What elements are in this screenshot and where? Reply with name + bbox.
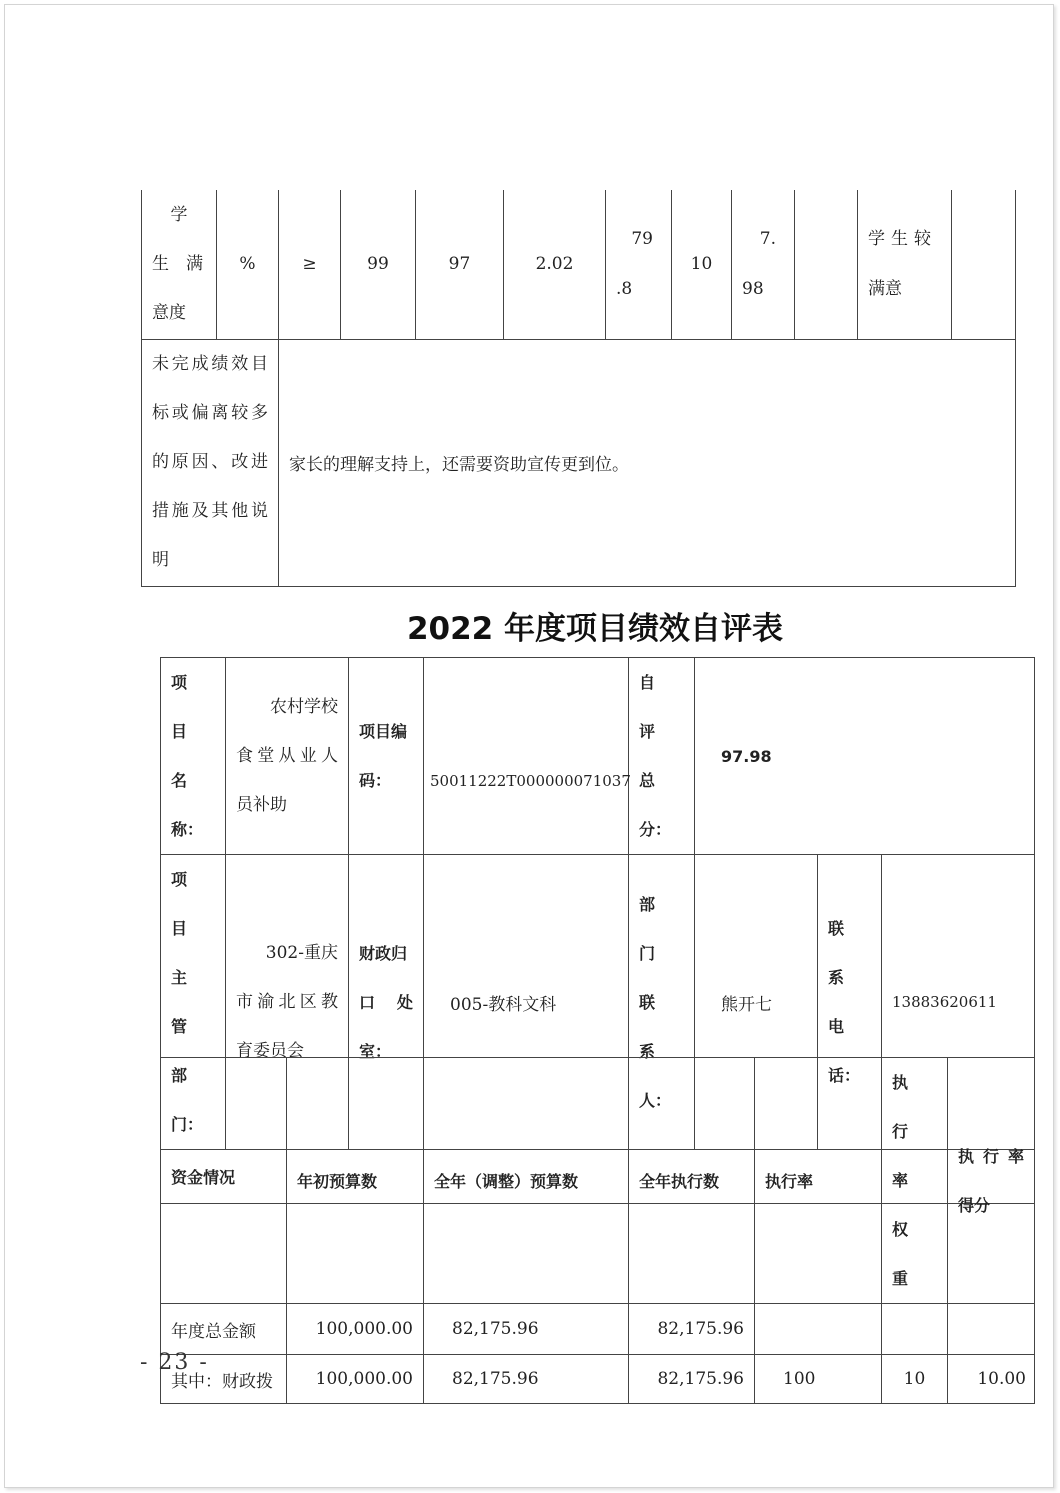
label-line: 项 目 [171, 870, 204, 938]
score-b-line: 7. [759, 229, 776, 250]
header-adjusted-budget: 全年（调整）预算数 [424, 1058, 629, 1304]
label-line: 码： [359, 771, 392, 790]
weight-cell: 10 [672, 190, 732, 339]
deviation-cell: 2.02 [504, 190, 606, 339]
label-line: 财政归 [359, 943, 408, 963]
label-line: 人： [639, 1090, 672, 1110]
row-label: 其中：财政拨 [161, 1355, 287, 1404]
page-number: - 23 - [140, 1350, 209, 1375]
project-name-label [161, 658, 226, 855]
label-line: 称： [171, 820, 204, 839]
header-blank [161, 1058, 287, 1304]
label-line: 自 评 [639, 673, 672, 741]
reasons-label-line: 标或偏离较多 [152, 403, 268, 423]
project-name-value [226, 658, 349, 855]
indicator-name-line: 意度 [152, 302, 186, 323]
row-executed: 82,175.96 [629, 1355, 755, 1404]
reasons-row [142, 339, 1016, 586]
label-line: 电 [828, 1017, 845, 1036]
label-line: 项 目 [171, 673, 204, 741]
value-line: 302-重庆 [265, 942, 338, 963]
operator-cell: ≥ [279, 190, 341, 339]
label-line: 口 处 [359, 992, 413, 1012]
reasons-label-line: 明 [152, 550, 169, 570]
project-code-value [424, 658, 629, 855]
row-rate: 100 [755, 1355, 882, 1404]
row-weight [882, 1304, 948, 1355]
comment-line: 学生较 [868, 229, 937, 250]
row-label: 年度总金额 [161, 1304, 287, 1355]
label-line: 主 管 [171, 968, 204, 1036]
self-score-label [629, 658, 695, 855]
phone-value: 13883620611 [882, 855, 1035, 1150]
reasons-label-line: 措施及其他说 [152, 501, 268, 521]
header-line: 得分 [958, 1195, 991, 1215]
value-line: 50011222T000000071037 [430, 772, 631, 790]
header-line: 执 行 [892, 1073, 925, 1141]
funding-header-row [161, 1058, 1035, 1304]
value-line: 员补助 [236, 794, 287, 815]
header-weight [882, 1058, 948, 1304]
target-cell: 99 [341, 190, 416, 339]
reasons-content-cell: 家长的理解支持上，还需要资助宣传更到位。 [279, 339, 1016, 586]
header-rate: 执行率 [755, 1058, 882, 1304]
actual-cell: 97 [416, 190, 504, 339]
header-executed: 全年执行数 [629, 1058, 755, 1304]
project-code-label [349, 658, 424, 855]
row-initial: 100,000.00 [287, 1355, 424, 1404]
satisfaction-row [142, 190, 1016, 339]
value-line: 农村学校 [270, 696, 338, 717]
row-adjusted: 82,175.96 [424, 1355, 629, 1404]
extra-cell [952, 190, 1016, 339]
score-a-line: .8 [616, 279, 633, 300]
label-line: 门： [171, 1115, 204, 1134]
performance-table-continuation [141, 190, 1016, 587]
score-a-cell [606, 190, 672, 339]
header-initial-budget: 年初预算数 [287, 1058, 424, 1304]
reasons-label-cell [142, 339, 279, 586]
label-line: 话： [828, 1066, 861, 1085]
indicator-name-cell [142, 190, 217, 339]
label-line: 部 门 [639, 894, 672, 963]
table-row [161, 1355, 1035, 1404]
row-weight: 10 [882, 1355, 948, 1404]
label-line: 室： [359, 1041, 392, 1061]
score-a-line: 79 [631, 229, 653, 250]
label-line: 部 [171, 1066, 188, 1085]
unit-cell: % [217, 190, 279, 339]
blank-cell [795, 190, 858, 339]
header-line: 率 权 [892, 1171, 925, 1239]
reasons-label-line: 未完成绩效目 [152, 354, 268, 374]
label-line: 名 [171, 771, 188, 790]
reasons-label-line: 的原因、改进 [152, 452, 268, 472]
header-line: 执行率 [958, 1146, 1024, 1166]
contact-value: 熊开七 [695, 855, 818, 1150]
header-score [948, 1058, 1035, 1304]
label-line: 联 系 [828, 919, 861, 987]
page-title: 2022 年度项目绩效自评表 [406, 611, 784, 647]
row-adjusted: 82,175.96 [424, 1304, 629, 1355]
indicator-name-line: 学 [170, 204, 188, 225]
table-row [161, 1304, 1035, 1355]
label-line: 分： [639, 820, 672, 839]
funding-section-title: 资金情况 [161, 1150, 1035, 1204]
label-line: 总 [639, 771, 656, 790]
row-score: 10.00 [948, 1355, 1035, 1404]
comment-cell [858, 190, 952, 339]
indicator-name-line: 生 满 [152, 253, 203, 274]
funding-table [160, 1057, 1035, 1404]
comment-line: 满意 [868, 279, 902, 300]
row-score [948, 1304, 1035, 1355]
row-executed: 82,175.96 [629, 1304, 755, 1355]
score-b-cell [732, 190, 795, 339]
label-line: 项目编 [359, 722, 408, 741]
self-score-value: 97.98 [695, 658, 1035, 855]
header-line: 重 [892, 1269, 909, 1288]
row-rate [755, 1304, 882, 1355]
value-line: 市渝北区教 [236, 991, 338, 1012]
value-line: 育委员会 [236, 1040, 304, 1061]
row-initial: 100,000.00 [287, 1304, 424, 1355]
project-name-row [161, 658, 1035, 855]
label-line: 联 系 [639, 992, 672, 1061]
value-line: 食堂从业人 [236, 745, 338, 766]
score-b-line: 98 [742, 279, 764, 300]
office-value: 005-教科文科 [424, 855, 629, 1150]
